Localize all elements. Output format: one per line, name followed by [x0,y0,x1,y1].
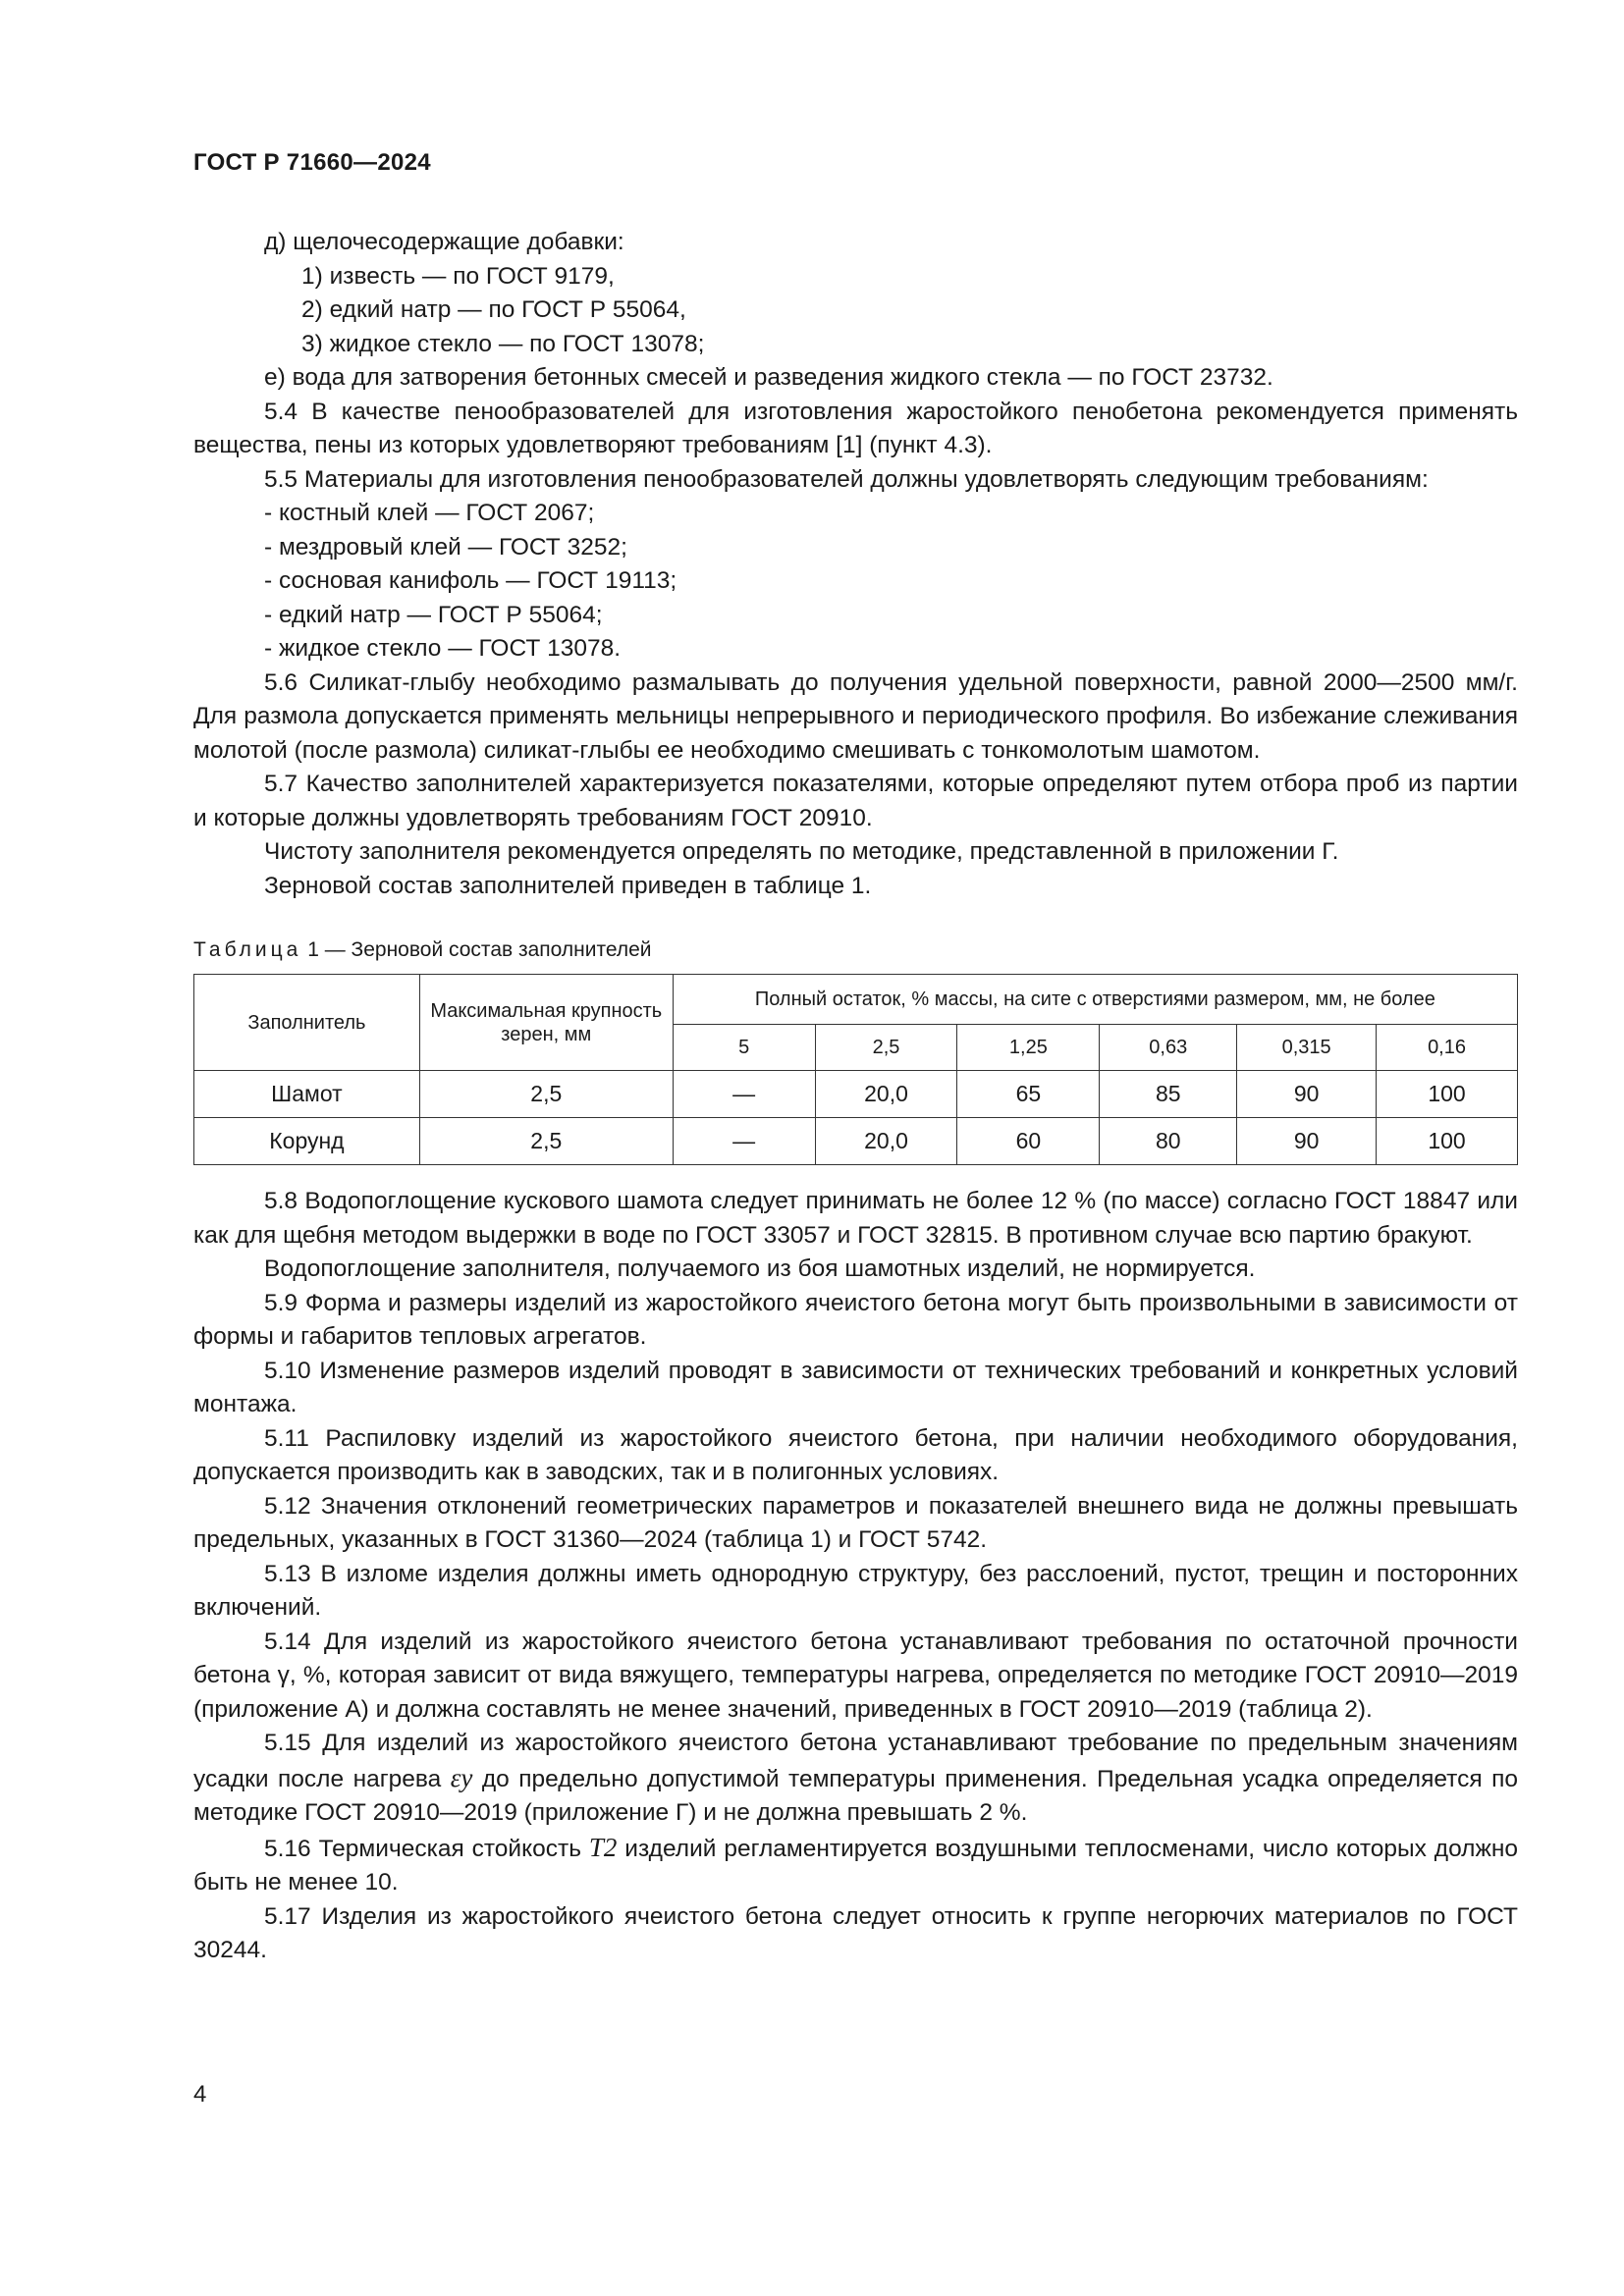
residue-cell: — [673,1118,815,1165]
material-item: - сосновая канифоль — ГОСТ 19113; [264,567,677,594]
column-header-max-size: Максимальная крупность зерен, мм [419,975,673,1071]
column-header-filler: Заполнитель [194,975,420,1071]
shrinkage-symbol: εy [450,1762,473,1792]
grain-composition-table [193,974,1518,1165]
residue-cell: 65 [957,1071,1100,1118]
paragraph-5-9: 5.9 Форма и размеры изделий из жаростойкого ячеистого бетона могут быть произвольными в зависимости от формы и габаритов тепловых агрегатов. [193,1289,1518,1350]
list-item-d2: 2) едкий натр — по ГОСТ Р 55064, [301,296,686,323]
table-row [194,1071,1518,1118]
paragraph-5-14: 5.14 Для изделий из жаростойкого ячеистого бетона устанавливают требования по остаточной прочности бетона γ, %, которая зависит от вида вяжущего, температуры нагрева, определяется по методике ГОСТ 20910—2019 (приложение А) и должна составлять не менее значений, приведенных в ГОСТ 20910—2019 (таблица 2). [193,1628,1518,1723]
paragraph-5-11: 5.11 Распиловку изделий из жаростойкого ячеистого бетона, при наличии необходимого оборудования, допускается производить как в заводских, так и в полигонных условиях. [193,1424,1518,1485]
filler-name: Шамот [194,1071,420,1118]
residue-cell: 20,0 [815,1071,957,1118]
paragraph-5-6: 5.6 Силикат-глыбу необходимо размалывать до получения удельной поверхности, равной 2000—2500 мм/г. Для размола допускается применять мельницы непрерывного и периодического профиля. Во избежание слеживания молотой (после размола) силикат-глыбы ее необходимо смешивать с тонкомолотым шамотом. [193,668,1518,764]
sieve-header: 0,63 [1100,1025,1237,1071]
paragraph-5-16-part2: изделий регламентируется воздушными теплосменами, число которых должно быть не менее 10. [193,1835,1518,1896]
table-caption-word: Таблица [193,938,302,961]
paragraph-5-4: 5.4 В качестве пенообразователей для изготовления жаростойкого пенобетона рекомендуется применять вещества, пены из которых удовлетворяют требованиям [1] (пункт 4.3). [193,398,1518,458]
paragraph-5-13: 5.13 В изломе изделия должны иметь однородную структуру, без расслоений, пустот, трещин и посторонних включений. [193,1560,1518,1621]
sieve-header: 2,5 [815,1025,957,1071]
column-header-residue: Полный остаток, % массы, на сите с отверстиями размером, мм, не более [673,975,1517,1025]
table-caption [193,936,1518,964]
residue-cell: 100 [1377,1071,1518,1118]
paragraph-5-7: 5.7 Качество заполнителей характеризуется показателями, которые определяют путем отбора проб из партии и которые должны удовлетворять требованиям ГОСТ 20910. [193,771,1518,831]
max-size-cell: 2,5 [419,1118,673,1165]
document-header: ГОСТ Р 71660—2024 [193,149,431,176]
residue-cell: 90 [1237,1071,1377,1118]
material-item: - едкий натр — ГОСТ Р 55064; [264,601,603,628]
paragraph-5-8: 5.8 Водопоглощение кускового шамота следует принимать не более 12 % (по массе) согласно ГОСТ 18847 или как для щебня методом выдержки в воде по ГОСТ 33057 и ГОСТ 32815. В противном случае всю партию бракуют. [193,1188,1518,1249]
paragraph-5-15-part2: до предельно допустимой температуры применения. Предельная усадка определяется по методике ГОСТ 20910—2019 (приложение Г) и не должна превышать 2 %. [193,1765,1518,1826]
material-item: - жидкое стекло — ГОСТ 13078. [264,635,622,662]
paragraph-5-5: 5.5 Материалы для изготовления пенообразователей должны удовлетворять следующим требованиям: [264,465,1429,493]
table-caption-text: 1 — Зерновой состав заполнителей [307,938,652,961]
document-body [193,226,1518,1968]
list-item-e: е) вода для затворения бетонных смесей и разведения жидкого стекла — по ГОСТ 23732. [264,364,1273,391]
paragraph-5-15 [193,1727,1518,1831]
sieve-header: 1,25 [957,1025,1100,1071]
paragraph-5-16-part1: 5.16 Термическая стойкость [264,1835,589,1862]
paragraph-5-17: 5.17 Изделия из жаростойкого ячеистого бетона следует относить к группе негорючих материалов по ГОСТ 30244. [193,1902,1518,1963]
paragraph-5-12: 5.12 Значения отклонений геометрических параметров и показателей внешнего вида не должны превышать предельных, указанных в ГОСТ 31360—2024 (таблица 1) и ГОСТ 5742. [193,1492,1518,1553]
paragraph-5-10: 5.10 Изменение размеров изделий проводят в зависимости от технических требований и конкретных условий монтажа. [193,1357,1518,1417]
residue-cell: — [673,1071,815,1118]
residue-cell: 90 [1237,1118,1377,1165]
list-item-d1: 1) известь — по ГОСТ 9179, [301,262,615,290]
residue-cell: 80 [1100,1118,1237,1165]
material-item: - костный клей — ГОСТ 2067; [264,500,595,526]
list-item-d3: 3) жидкое стекло — по ГОСТ 13078; [301,330,705,357]
paragraph-5-15-part1: 5.15 Для изделий из жаростойкого ячеистого бетона устанавливают требование по предельным значениям усадки после нагрева [193,1730,1518,1792]
residue-cell: 60 [957,1118,1100,1165]
residue-cell: 100 [1377,1118,1518,1165]
sieve-header: 5 [673,1025,815,1071]
paragraph-5-7-purity: Чистоту заполнителя рекомендуется определять по методике, представленной в приложении Г. [264,838,1339,865]
sieve-header: 0,16 [1377,1025,1518,1071]
page-number: 4 [193,2081,207,2108]
paragraph-5-7-table-ref: Зерновой состав заполнителей приведен в таблице 1. [264,872,872,899]
paragraph-5-16 [193,1831,1518,1900]
filler-name: Корунд [194,1118,420,1165]
sieve-header: 0,315 [1237,1025,1377,1071]
max-size-cell: 2,5 [419,1071,673,1118]
paragraph-5-8-note: Водопоглощение заполнителя, получаемого из боя шамотных изделий, не нормируется. [264,1255,1256,1282]
residue-cell: 85 [1100,1071,1237,1118]
residue-cell: 20,0 [815,1118,957,1165]
material-item: - мездровый клей — ГОСТ 3252; [264,533,627,561]
table-row [194,1118,1518,1165]
thermal-resistance-symbol: T2 [588,1832,618,1862]
list-item-d: д) щелочесодержащие добавки: [264,229,624,255]
